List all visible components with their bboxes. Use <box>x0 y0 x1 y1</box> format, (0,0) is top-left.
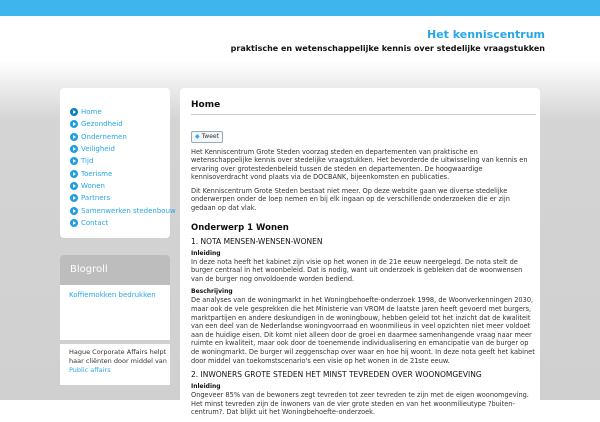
divider <box>60 340 170 344</box>
nav-item-label: Gezondheid <box>81 120 123 129</box>
blogroll-widget <box>60 255 170 385</box>
blogroll-body <box>60 285 170 385</box>
section-1-title: 1. NOTA MENSEN-WENSEN-WONEN <box>191 236 323 246</box>
intro-paragraph-2: Dit Kenniscentrum Grote Steden bestaat niet meer. Op deze website gaan we diverse stedelijke onderwerpen onder de loep nemen en bij elk ingaan op de verschillende onderzoeken die er zijn gedaan op dat vlak. <box>191 186 510 213</box>
play-circle-icon <box>70 108 78 116</box>
nav-item-label: Tijd <box>81 157 94 166</box>
play-circle-icon <box>70 170 78 178</box>
nav-item-ondernemen[interactable] <box>70 131 176 143</box>
site-tagline: praktische en wetenschappelijke kennis over stedelijke vraagstukken <box>230 44 545 53</box>
play-circle-icon <box>70 219 78 227</box>
blogroll-text <box>69 348 169 375</box>
nav-item-tijd[interactable] <box>70 155 176 167</box>
play-circle-icon <box>70 157 78 165</box>
nav-item-label: Partners <box>81 194 111 203</box>
blogroll-text-body: Hague Corporate Affairs helpt haar cliënten door middel van <box>69 348 167 365</box>
nav-item-wonen[interactable] <box>70 180 176 192</box>
nav-list <box>70 106 176 229</box>
nav-item-label: Toerisme <box>81 169 113 178</box>
section-1-inleiding-label: Inleiding <box>191 249 221 257</box>
tweet-label: Tweet <box>201 133 219 140</box>
nav-item-label: Home <box>81 108 102 117</box>
play-circle-icon <box>70 207 78 215</box>
public-affairs-link[interactable]: Public affairs <box>69 366 111 374</box>
nav-item-label: Samenwerken stedenbouw <box>81 206 176 215</box>
nav-item-toerisme[interactable] <box>70 167 176 179</box>
section-1-beschrijving: De analyses van de woningmarkt in het Woningbehoefte-onderzoek 1998, de Woonverkenningen 2030, maar ook de vele gesprekken die het Ministerie van VROM de laatste jaren heeft gevoerd met burgers, marktpartijen en andere deskundigen in de woningbouw, hebben geleid tot het inzicht dat de kwaliteit van een deel van de Nederlandse woningvoorraad en woonmilieus in veel opzichten niet meer voldoet aan de huidige eisen. Dit komt niet alleen door de groei en daarmee samenhangende vraag naar meer ruimte en kwaliteit, maar ook door de toenemende individualisering en emancipatie van de burger op de woningmarkt. De burger wil zeggenschap over waar en hoe hij woont. In deze nota geeft het kabinet door middel van toekomstscenario's een visie op het wonen in de 21ste eeuw. <box>191 296 535 365</box>
play-circle-icon <box>70 182 78 190</box>
play-circle-icon <box>70 133 78 141</box>
nav-item-partners[interactable] <box>70 192 176 204</box>
tweet-button[interactable] <box>191 131 223 143</box>
main-navigation <box>60 88 176 238</box>
divider <box>191 114 536 115</box>
page-title: Home <box>191 100 221 110</box>
site-title[interactable]: Het kenniscentrum <box>426 28 545 41</box>
play-circle-icon <box>70 145 78 153</box>
nav-item-samenwerken-stedenbouw[interactable] <box>70 204 176 216</box>
blogroll-link[interactable]: Koffiemokken bedrukken <box>69 291 156 299</box>
nav-item-label: Ondernemen <box>81 132 127 141</box>
top-bar <box>0 0 600 16</box>
section-1-beschrijving-label: Beschrijving <box>191 288 233 296</box>
nav-item-home[interactable] <box>70 106 176 118</box>
nav-item-veiligheid[interactable] <box>70 143 176 155</box>
blogroll-title: Blogroll <box>70 264 108 275</box>
blogroll-header <box>60 255 170 285</box>
nav-item-label: Wonen <box>81 181 105 190</box>
topic-heading: Onderwerp 1 Wonen <box>191 222 289 233</box>
section-2-inleiding: Ongeveer 85% van de bewoners zegt tevreden tot zeer tevreden te zijn met de eigen woonomgeving. Het minst tevreden zijn de inwoners van de vier grote steden en van het woonmilieutype ?buiten-centrum?. Dat blijkt uit het Woningbehoefte-onderzoek. <box>191 391 529 417</box>
main-content <box>180 88 540 417</box>
nav-item-label: Veiligheid <box>81 145 115 154</box>
intro-paragraph-1: Het Kenniscentrum Grote Steden voorzag steden en departementen van praktische en wetenschappelijke kennis over stedelijke vraagstukken. Het bevorderde de uitwisseling van kennis en ervaring over grotestedenbeleid tussen de steden en departementen. De hoogwaardige kennisoverdracht vond plaats via de DOCBANK, bijeenkomsten en publicaties. <box>191 147 528 182</box>
section-2-inleiding-label: Inleiding <box>191 383 221 391</box>
twitter-bird-icon: ◆ <box>195 133 200 140</box>
nav-item-contact[interactable] <box>70 217 176 229</box>
section-1-inleiding: In deze nota heeft het kabinet zijn visie op het wonen in de 21e eeuw neergelegd. De nota stelt de burger centraal in het woonbeleid. Dat is nodig, want uit onderzoek is gebleken dat de woonwensen van de burger nog onvoldoende worden bediend. <box>191 257 523 283</box>
play-circle-icon <box>70 194 78 202</box>
section-2-title: 2. INWONERS GROTE STEDEN HET MINST TEVREDEN OVER WOONOMGEVING <box>191 370 482 380</box>
play-circle-icon <box>70 120 78 128</box>
nav-item-gezondheid[interactable] <box>70 118 176 130</box>
nav-item-label: Contact <box>81 218 109 227</box>
